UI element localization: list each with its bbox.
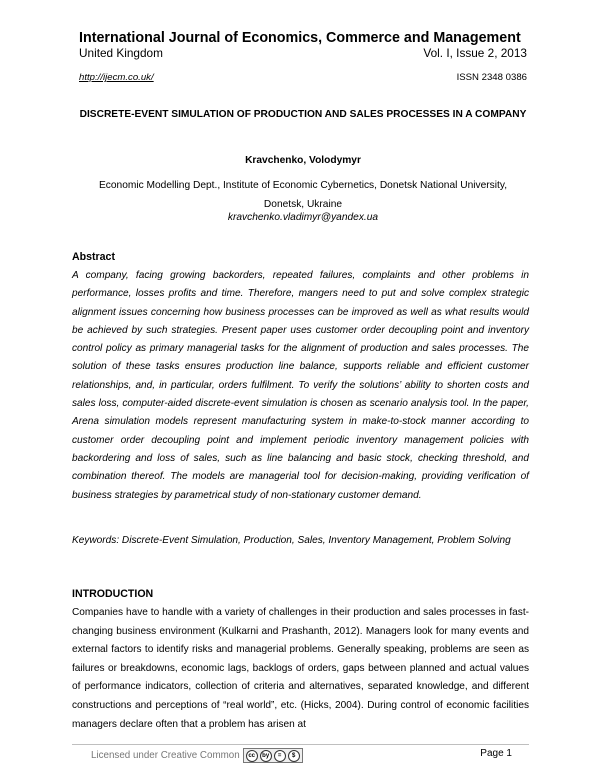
author-affiliation: Economic Modelling Dept., Institute of Economic Cybernetics, Donetsk National University, Donetsk, Ukraine (98, 180, 508, 210)
header-meta-row (79, 46, 527, 60)
journal-issn: ISSN 2348 0386 (456, 72, 527, 83)
non-commercial-icon: $ (288, 750, 300, 762)
attribution-icon: by (260, 750, 272, 762)
paper-author: Kravchenko, Volodymyr (245, 155, 361, 166)
page-number: Page 1 (480, 748, 512, 759)
abstract-text: A company, facing growing backorders, repeated failures, complaints and other problems in performance, losses profits and time. Therefore, mangers need to put and solve complex strategic alignment issues concerning how business processes can be improved as well as what results would be achieved by such strategies. Present paper uses customer order decoupling point and inventory control policy as primary managerial tasks for the alignment of production and sales processes. The solution of these tasks ensures production line balance, supports reliable and efficient customer relationships, and, in particular, orders fulfilment. To verify the solutions’ ability to shorten costs and sales loss, computer-aided discrete-event simulation is chosen as scenario analysis tool. In the paper, Arena simulation models represent manufacturing system in make-to-stock manner according to customer order decoupling point and implement periodic inventory management policies with backordering and loss of sales, such as line balancing and basic stock, checking threshold, and combination thereof. The models are managerial tool for decision-making, providing verification of business strategies by parametrical study of non-stationary customer demand. (72, 270, 529, 501)
header-url-row (79, 72, 527, 83)
journal-country: United Kingdom (79, 46, 163, 60)
cc-icon: cc (246, 750, 258, 762)
footer-license (91, 748, 303, 763)
no-derivatives-icon: = (274, 750, 286, 762)
journal-url-link[interactable]: http://ijecm.co.uk/ (79, 72, 154, 83)
introduction-heading: INTRODUCTION (72, 588, 154, 600)
author-email: kravchenko.vladimyr@yandex.ua (227, 212, 379, 223)
license-text: Licensed under Creative Common (91, 750, 240, 761)
abstract-heading: Abstract (72, 251, 115, 263)
keywords: Keywords: Discrete-Event Simulation, Production, Sales, Inventory Management, Problem Solving (72, 535, 511, 546)
footer-divider (72, 744, 529, 745)
creative-commons-icon[interactable] (243, 748, 303, 763)
paper-title: DISCRETE-EVENT SIMULATION OF PRODUCTION AND SALES PROCESSES IN A COMPANY (79, 109, 527, 120)
journal-title: International Journal of Economics, Commerce and Management (79, 30, 521, 46)
journal-volume: Vol. I, Issue 2, 2013 (423, 46, 527, 60)
introduction-text: Companies have to handle with a variety of challenges in their production and sales processes in fast-changing business environment (Kulkarni and Prashanth, 2012). Managers look for many events and external factors to identify risks and managerial problems. Generally speaking, problems are seen as failures or breakdowns, economic lags, backlogs of orders, gaps between planned and actual values of performance indicators, collection of criteria and alternatives, separated knowledge, and different constructions and perceptions of “real world”, etc. (Hicks, 2004). During control of economic facilities managers declare often that a problem has arisen at (72, 607, 529, 730)
